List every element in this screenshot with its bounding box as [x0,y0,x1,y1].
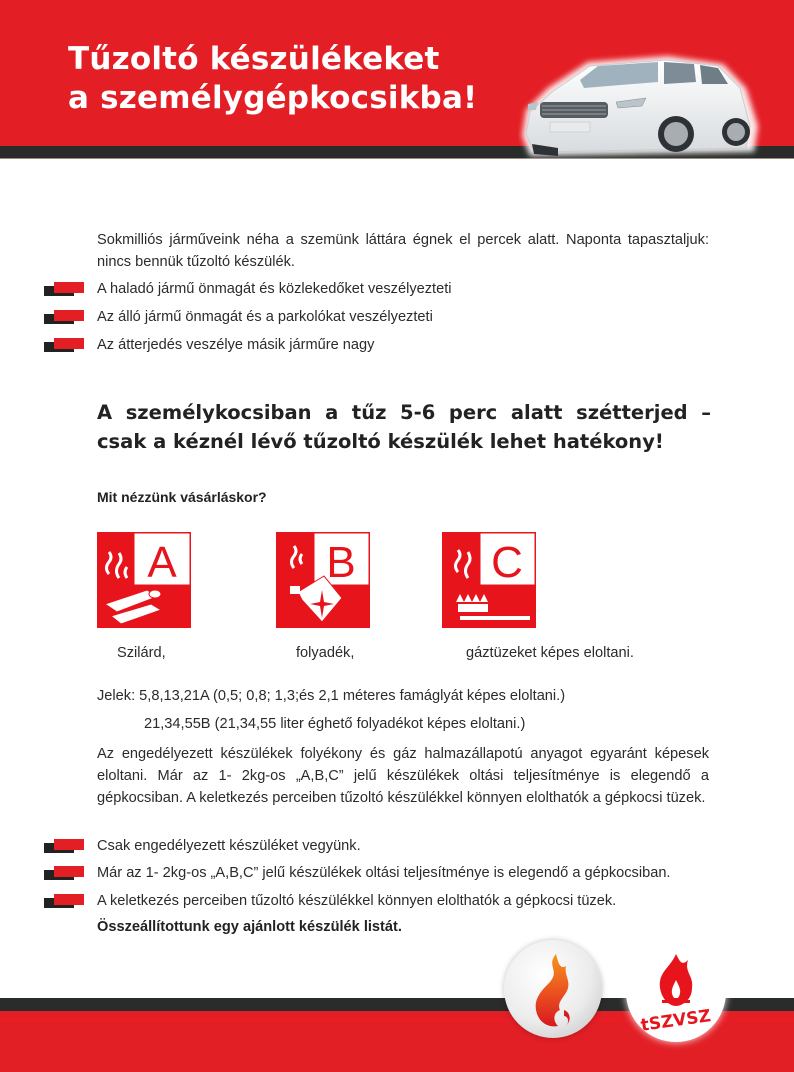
bullet-marker-icon [44,839,84,853]
bullet-marker-icon [44,866,84,880]
liquid-fire-class-b-icon [276,532,370,628]
bullet-text: Csak engedélyezett készüléket vegyünk. [97,838,361,854]
buying-subhead: Mit nézzünk vásárláskor? [97,489,267,505]
bullet-text: Már az 1- 2kg-os „A,B,C” jelű készülékek oltási teljesítménye is elegendő a gépkocsiban. [97,865,671,881]
headline [97,398,711,456]
intro-bullet [44,334,724,356]
jelek-line-2: 21,34,55B (21,34,55 liter éghető folyadékot képes eloltani.) [144,716,526,732]
buying-bullet [44,835,724,857]
headline-line-2: csak a kéznél lévő tűzoltó készülék lehet hatékony! [97,430,664,453]
closing-note: Összeállítottunk egy ajánlott készülék listát. [97,919,402,935]
bullet-text: A keletkezés perceiben tűzoltó készülékkel könnyen elolthatók a gépkocsi tüzek. [97,893,617,909]
buying-bullet [44,890,724,912]
flame-logo [504,940,602,1038]
tszvsz-logo [626,942,726,1042]
bullet-marker-icon [44,338,84,352]
intro-bullet [44,306,724,328]
caption-liquid: folyadék, [296,645,355,661]
caption-gas: gáztüzeket képes eloltani. [466,645,634,661]
bullet-marker-icon [44,894,84,908]
bullet-text: Az álló jármű önmagát és a parkolókat veszélyezteti [97,309,433,325]
caption-solid: Szilárd, [117,645,166,661]
title-line-1: Tűzoltó készülékeket [68,41,440,77]
gas-fire-class-c-icon [442,532,536,628]
car-photo [518,48,768,172]
headline-line-1: A személykocsiban a tűz 5-6 perc alatt szétterjed – [97,401,711,424]
bullet-text: Az átterjedés veszélye másik járműre nagy [97,337,375,353]
bullet-marker-icon [44,282,84,296]
svg-text:tSZVSZ: tSZVSZ [639,1006,713,1036]
flame-icon [504,940,602,1038]
title-line-2: a személygépkocsikba! [68,80,478,116]
intro-bullet [44,278,724,300]
approved-paragraph: Az engedélyezett készülékek folyékony és gáz halmazállapotú anyagot egyaránt képesek eloltani. Már az 1- 2kg-os „A,B,C” jelű készülékek oltási teljesítménye is elegendő a gépkocsiban. A keletkezés perceiben tűzoltó készülékkel könnyen elolthatók a gépkocsi tüzek. [97,746,709,806]
intro-paragraph: Sokmilliós járműveink néha a szemünk láttára égnek el percek alatt. Naponta tapasztaljuk: nincs bennük tűzoltó készülék. [97,232,709,270]
class-letter-a: A [147,538,177,587]
bullet-marker-icon [44,310,84,324]
jelek-line-1: Jelek: 5,8,13,21A (0,5; 0,8; 1,3;és 2,1 méteres famáglyát képes eloltani.) [97,688,566,704]
wood-fire-class-a-icon [97,532,191,628]
buying-bullet [44,862,724,884]
bullet-text: A haladó jármű önmagát és közlekedőket veszélyezteti [97,281,452,297]
class-letter-c: C [491,538,523,587]
class-letter-b: B [326,538,356,587]
tszvsz-flame-icon [626,942,726,1042]
page-title [68,40,477,118]
